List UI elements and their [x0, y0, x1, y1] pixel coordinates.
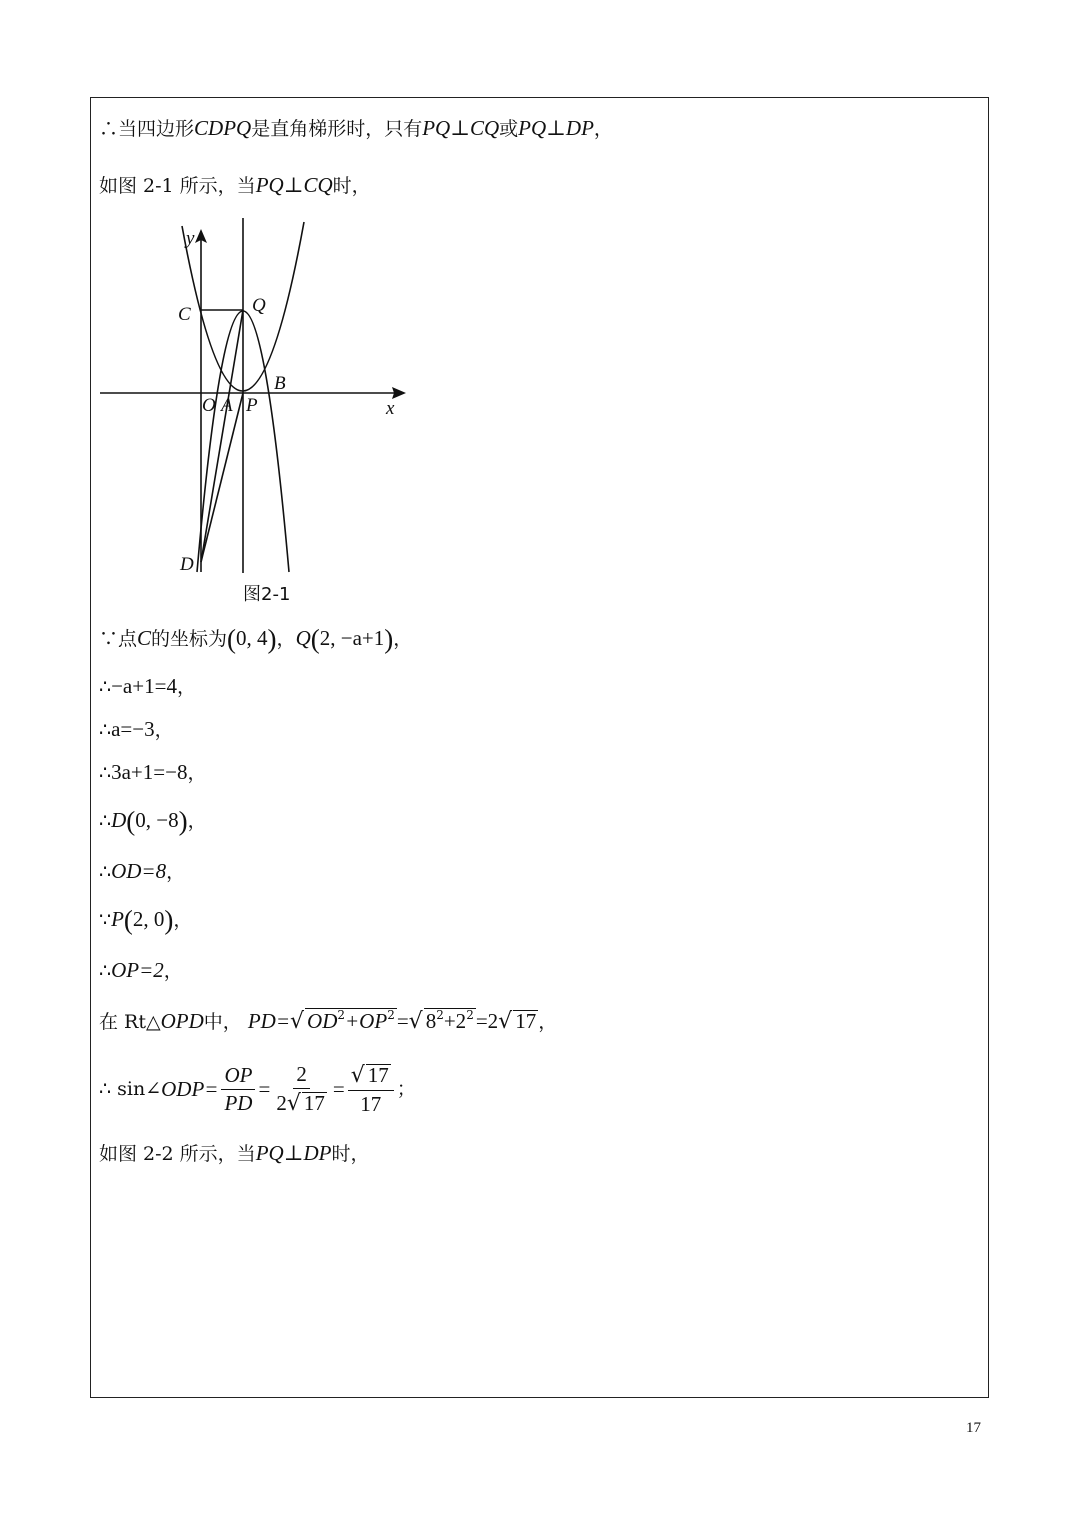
label-x: x — [386, 398, 395, 419]
text-line-6 — [99, 762, 206, 783]
sqrt-icon: √ — [350, 1063, 365, 1088]
math-eq: OP=2 — [111, 958, 164, 982]
perp-symbol: ⊥ — [283, 173, 304, 197]
math-dp: DP — [565, 116, 594, 140]
coefficient: 2 — [276, 1091, 287, 1115]
paren-open: ( — [310, 624, 320, 654]
math-cq: CQ — [303, 173, 333, 197]
page-number: 17 — [966, 1420, 981, 1436]
text: 如图 2-1 所示，当 — [99, 175, 256, 197]
math-eq: −a+1=4 — [111, 674, 177, 698]
text: ∴当四边形 — [99, 118, 195, 140]
text-line-11 — [99, 1008, 557, 1033]
math-cq: CQ — [469, 116, 500, 140]
numerator — [348, 1064, 394, 1091]
label-b: B — [274, 373, 286, 394]
denominator — [273, 1089, 330, 1115]
perp-symbol: ⊥ — [450, 116, 470, 140]
sqrt-icon: √ — [408, 1009, 423, 1034]
label-d: D — [180, 554, 194, 575]
text: 或 — [499, 118, 519, 140]
text: ， — [173, 909, 193, 931]
numerator: 2 — [293, 1064, 310, 1089]
text: 在 Rt△ — [99, 1011, 161, 1033]
text: ∴ — [99, 762, 112, 784]
numerator: OP — [221, 1065, 255, 1090]
text: 时， — [331, 1143, 370, 1165]
sqrt-icon: √ — [290, 1009, 305, 1034]
math-pq: PQ — [255, 173, 284, 197]
label-a: A — [221, 395, 233, 416]
denominator: 17 — [360, 1092, 382, 1116]
math-coord-q: 2, −a+1 — [319, 626, 385, 650]
paren-close: ) — [164, 905, 174, 935]
math-dp: DP — [303, 1141, 332, 1165]
math-p: P — [111, 907, 124, 931]
text: ， — [276, 628, 296, 650]
label-p: P — [246, 395, 258, 416]
exponent: 2 — [387, 1008, 395, 1022]
text: ∴ — [99, 861, 112, 883]
math-c: C — [137, 626, 152, 650]
text: ∵点 — [99, 628, 138, 650]
denominator: PD — [224, 1091, 253, 1115]
paren-close: ) — [384, 624, 394, 654]
sqrt-icon: √ — [498, 1009, 513, 1034]
label-q: Q — [252, 295, 266, 316]
math-odp-eq: ODP= — [161, 1077, 219, 1101]
text: ， — [593, 118, 613, 140]
text: 时， — [332, 175, 371, 197]
segment-dp — [201, 393, 243, 562]
text: ∴ sin∠ — [99, 1078, 162, 1100]
math-plus-2: +2 — [443, 1009, 467, 1033]
text: ∴ — [99, 719, 112, 741]
text-line-10 — [99, 960, 183, 981]
perp-symbol: ⊥ — [283, 1141, 304, 1165]
perp-symbol: ⊥ — [546, 116, 566, 140]
math-d: D — [111, 808, 127, 832]
text: 的坐标为 — [151, 628, 228, 650]
math-cdpq: CDPQ — [194, 116, 252, 140]
text: ， — [176, 676, 196, 698]
text-line-4 — [99, 676, 196, 697]
math-plus-op: +OP — [345, 1009, 388, 1033]
exponent: 2 — [466, 1008, 474, 1022]
paren-close: ) — [267, 624, 277, 654]
text: 中， — [203, 1011, 242, 1033]
sqrt-17: 17 — [367, 1063, 389, 1087]
text: ， — [393, 628, 413, 650]
math-coord-p: 2, 0 — [132, 907, 165, 931]
fraction-2-over-2sqrt17 — [273, 1064, 330, 1115]
text: 是直角梯形时，只有 — [251, 118, 423, 140]
math-8: 8 — [425, 1009, 437, 1033]
math-opd: OPD — [160, 1009, 204, 1033]
math-coord-d: 0, −8 — [135, 808, 179, 832]
text: ∴ — [99, 676, 112, 698]
math-eq-sign: = — [332, 1077, 345, 1101]
math-pq: PQ — [422, 116, 451, 140]
label-c: C — [178, 304, 191, 325]
text: ∵ — [99, 909, 112, 931]
text-line-13 — [99, 1143, 369, 1164]
math-pq: PQ — [255, 1141, 284, 1165]
sqrt-radicand — [305, 1008, 397, 1032]
math-eq: a=−3 — [111, 717, 155, 741]
text: 如图 2-2 所示，当 — [99, 1143, 256, 1165]
text-line-3 — [99, 626, 412, 653]
text: ， — [166, 861, 186, 883]
text: ∴ — [99, 960, 112, 982]
exponent: 2 — [337, 1008, 346, 1022]
paren-open: ( — [126, 806, 136, 836]
text: ∴ — [99, 810, 112, 832]
text-line-7 — [99, 808, 207, 835]
sqrt-17: 17 — [515, 1009, 537, 1033]
math-coord-c: 0, 4 — [236, 626, 268, 650]
sqrt-radicand — [424, 1008, 476, 1032]
math-eq: OD=8 — [111, 859, 167, 883]
math-od: OD — [307, 1009, 338, 1033]
text: ， — [187, 762, 207, 784]
math-eq: 3a+1=−8 — [111, 760, 188, 784]
figure-caption: 图2-1 — [243, 584, 291, 605]
text: ， — [538, 1011, 558, 1033]
exponent: 2 — [436, 1008, 444, 1022]
math-eq-sign: = — [258, 1077, 271, 1101]
text-line-1 — [99, 118, 613, 139]
fraction-op-pd — [221, 1065, 255, 1114]
fraction-sqrt17-over-17 — [348, 1064, 394, 1115]
label-y: y — [186, 228, 195, 249]
math-pq: PQ — [518, 116, 547, 140]
math-q: Q — [295, 626, 311, 650]
text-line-12 — [99, 1064, 416, 1115]
text-line-5 — [99, 719, 174, 740]
text-line-8 — [99, 861, 185, 882]
math-pd-eq: PD= — [247, 1009, 290, 1033]
text: ， — [154, 719, 174, 741]
sqrt-icon: √ — [286, 1091, 301, 1116]
figure-2-1 — [95, 212, 415, 612]
text: ， — [187, 810, 207, 832]
text-line-9 — [99, 907, 192, 934]
text: ； — [396, 1078, 416, 1100]
math-eq-sign: = — [396, 1009, 409, 1033]
segment-dq — [201, 310, 243, 562]
text-line-2 — [99, 175, 371, 196]
paren-open: ( — [227, 624, 237, 654]
text: ， — [163, 960, 183, 982]
sqrt-17: 17 — [303, 1091, 325, 1115]
paren-close: ) — [178, 806, 188, 836]
paren-open: ( — [123, 905, 133, 935]
math-eq-2: =2 — [475, 1009, 499, 1033]
label-o: O — [202, 395, 216, 416]
